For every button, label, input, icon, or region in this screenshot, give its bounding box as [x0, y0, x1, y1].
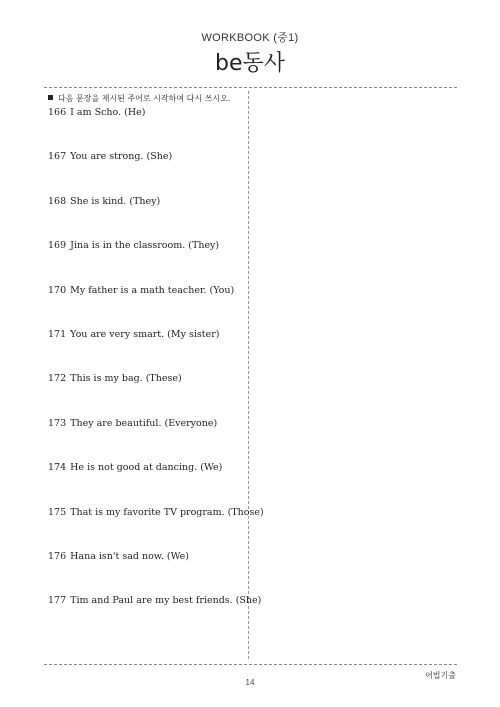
exercise-number: 169 [48, 240, 67, 252]
column-divider [248, 91, 249, 659]
exercise-item [48, 196, 160, 207]
footer-label: 어법기출 [425, 671, 456, 680]
exercise-number: 171 [48, 329, 67, 340]
exercise-text: My father is a math teacher. (You) [70, 284, 235, 296]
exercise-number: 173 [48, 417, 67, 429]
exercise-number: 176 [48, 551, 67, 562]
instruction [48, 93, 230, 104]
exercise-item [48, 418, 217, 429]
exercise-item [48, 551, 189, 562]
exercise-number: 168 [48, 195, 67, 207]
exercise-text: They are beautiful. (Everyone) [70, 417, 218, 429]
exercise-text: Hana isn't sad now. (We) [70, 551, 189, 562]
exercise-item [48, 507, 264, 518]
exercise-item [48, 462, 222, 473]
exercise-item [48, 373, 182, 384]
top-divider [44, 87, 457, 88]
page-title: be동사 [214, 51, 285, 76]
exercise-item [48, 240, 219, 251]
exercise-item [48, 329, 219, 340]
exercise-item [48, 595, 261, 606]
exercise-text: Tim and Paul are my best friends. (She) [70, 595, 262, 607]
bullet-square-icon [48, 95, 53, 100]
exercise-text: He is not good at dancing. (We) [70, 462, 223, 474]
exercise-text: You are strong. (She) [70, 151, 173, 163]
exercise-item [48, 151, 172, 162]
exercise-number: 172 [48, 373, 67, 385]
exercise-number: 177 [48, 595, 67, 607]
workbook-subtitle: WORKBOOK (중1) [201, 32, 299, 44]
exercise-number: 174 [48, 462, 67, 474]
exercise-text: She is kind. (They) [70, 195, 161, 207]
exercise-number: 175 [48, 506, 67, 518]
exercise-text: You are very smart. (My sister) [70, 329, 220, 340]
exercise-text: That is my favorite TV program. (Those) [70, 506, 264, 518]
exercise-text: This is my bag. (These) [70, 373, 182, 385]
exercise-item [48, 285, 234, 296]
exercise-text: I am Scho. (He) [70, 107, 146, 118]
page-number: 14 [245, 678, 255, 687]
exercise-text: Jina is in the classroom. (They) [70, 240, 220, 252]
instruction-text: 다음 문장을 제시된 주어로 시작하여 다시 쓰시오. [58, 94, 231, 103]
exercise-item [48, 107, 145, 118]
exercise-number: 166 [48, 107, 67, 118]
exercise-number: 170 [48, 284, 67, 296]
exercise-number: 167 [48, 151, 67, 163]
bottom-divider [44, 664, 457, 665]
